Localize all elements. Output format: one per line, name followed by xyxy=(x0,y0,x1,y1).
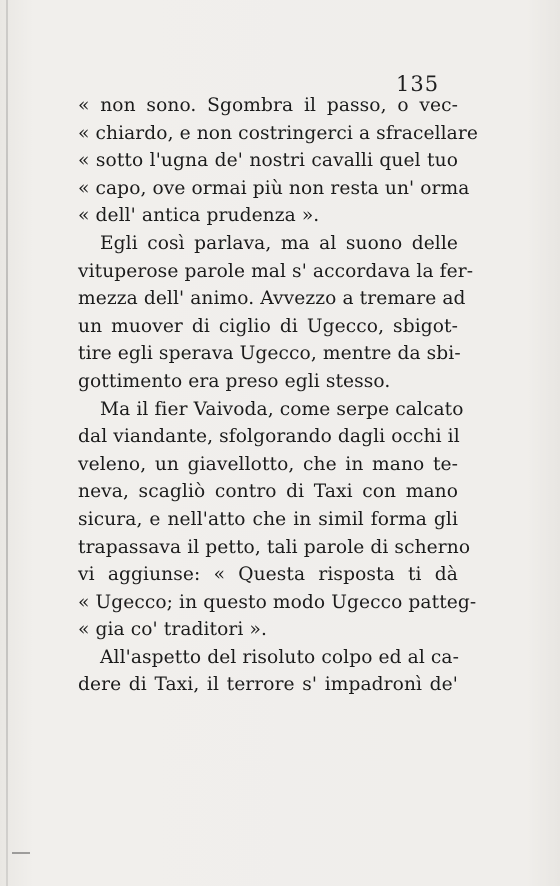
text-line: dal viandante, sfolgorando dagli occhi il xyxy=(78,426,460,448)
margin-mark xyxy=(12,852,30,854)
text-line: vituperose parole mal s' accordava la fer- xyxy=(78,260,474,282)
text-line: « gia co' traditori ». xyxy=(78,619,267,641)
body-text xyxy=(78,92,478,699)
text-line: veleno, un giavellotto, che in mano te- xyxy=(78,453,458,475)
text-line: gottimento era preso egli stesso. xyxy=(78,370,391,392)
text-line: « capo, ove ormai più non resta un' orma xyxy=(78,177,470,199)
binding-gutter xyxy=(6,0,8,886)
page-number: 135 xyxy=(396,72,440,96)
text-line: « sotto l'ugna de' nostri cavalli quel tuo xyxy=(78,150,458,172)
paragraph-first-line: Egli così parlava, ma al suono delle xyxy=(100,232,458,254)
text-line: tire egli sperava Ugecco, mentre da sbi- xyxy=(78,343,461,365)
text-line: dere di Taxi, il terrore s' impadronì de' xyxy=(78,674,458,696)
text-line: un muover di ciglio di Ugecco, sbigot- xyxy=(78,315,458,337)
text-line: vi aggiunse: « Questa risposta ti dà xyxy=(78,564,458,586)
text-line: « dell' antica prudenza ». xyxy=(78,205,320,227)
paragraph-first-line: All'aspetto del risoluto colpo ed al ca- xyxy=(100,646,459,668)
text-line: « non sono. Sgombra il passo, o vec- xyxy=(78,95,458,116)
text-line: sicura, e nell'atto che in simil forma gli xyxy=(78,508,458,530)
text-line: trapassava il petto, tali parole di scherno xyxy=(78,536,471,558)
paragraph-first-line: Ma il fier Vaivoda, come serpe calcato xyxy=(100,398,464,420)
text-line: mezza dell' animo. Avvezzo a tremare ad xyxy=(78,288,466,310)
text-line: « chiardo, e non costringerci a sfracellare xyxy=(78,122,478,144)
text-line: « Ugecco; in questo modo Ugecco patteg- xyxy=(78,591,477,613)
text-line: neva, scagliò contro di Taxi con mano xyxy=(78,481,458,503)
